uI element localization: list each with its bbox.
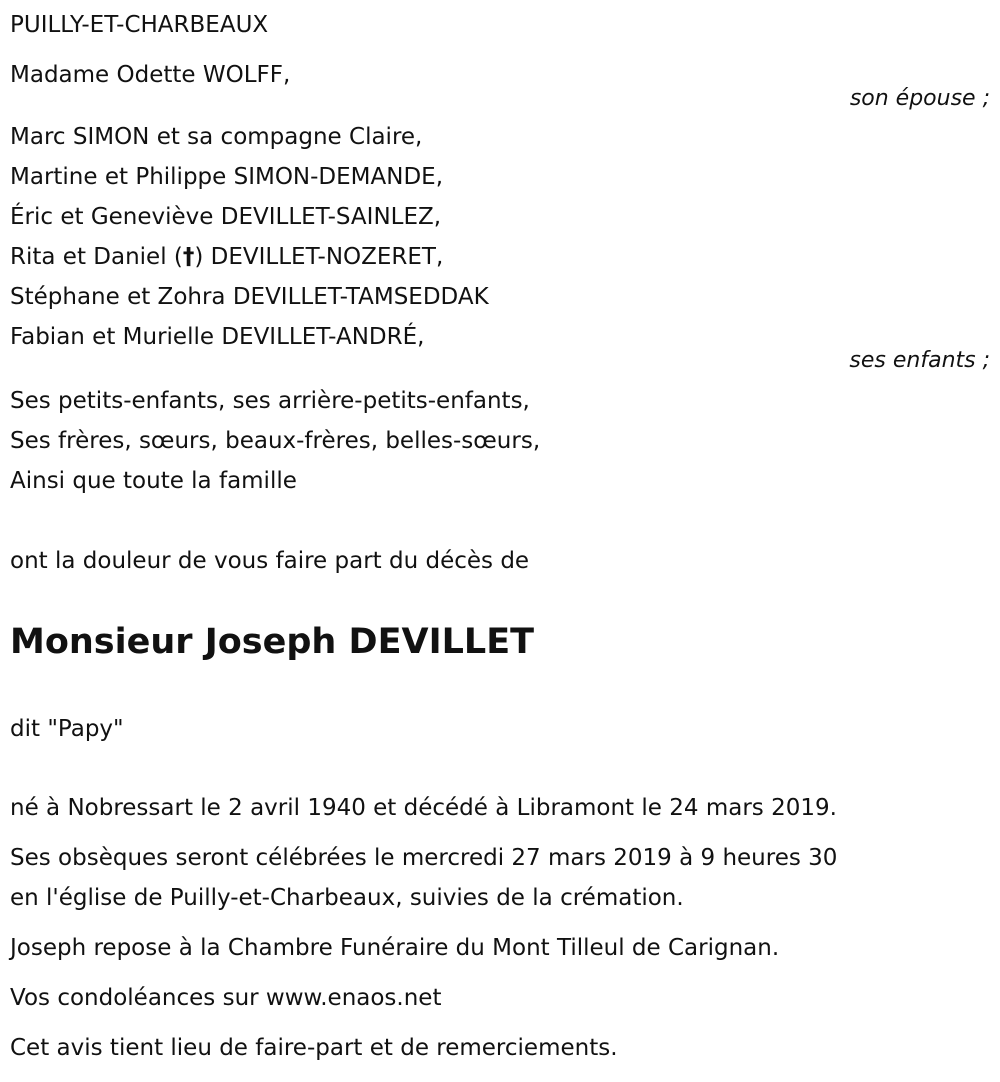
location-heading: PUILLY-ET-CHARBEAUX — [10, 12, 269, 38]
child-line-5: Stéphane et Zohra DEVILLET-TAMSEDDAK — [10, 284, 489, 310]
child-line-4 — [10, 242, 443, 272]
funeral-line-1: Ses obsèques seront célébrées le mercredi 27 mars 2019 à 9 heures 30 — [10, 845, 838, 871]
child-line-1: Marc SIMON et sa compagne Claire, — [10, 124, 423, 150]
closing-line: Cet avis tient lieu de faire-part et de remerciements. — [10, 1035, 618, 1061]
deceased-name: Monsieur Joseph DEVILLET — [10, 622, 534, 662]
family-line-3: Ainsi que toute la famille — [10, 468, 297, 494]
child-line-4-before: Rita et Daniel ( — [10, 244, 183, 270]
condolences-line: Vos condoléances sur www.enaos.net — [10, 985, 442, 1011]
spouse-relation: son épouse ; — [849, 86, 990, 111]
child-line-6: Fabian et Murielle DEVILLET-ANDRÉ, — [10, 324, 425, 350]
birth-death-line: né à Nobressart le 2 avril 1940 et décédé à Libramont le 24 mars 2019. — [10, 795, 837, 821]
children-relation: ses enfants ; — [849, 348, 990, 373]
nickname: dit "Papy" — [10, 716, 124, 742]
child-line-2: Martine et Philippe SIMON-DEMANDE, — [10, 164, 444, 190]
family-line-1: Ses petits-enfants, ses arrière-petits-enfants, — [10, 388, 530, 414]
spouse-name: Madame Odette WOLFF, — [10, 62, 291, 88]
child-line-4-after: ) DEVILLET-NOZERET, — [194, 244, 444, 270]
cross-symbol: † — [182, 244, 195, 270]
child-line-3: Éric et Geneviève DEVILLET-SAINLEZ, — [10, 204, 442, 230]
announcement-text: ont la douleur de vous faire part du décès de — [10, 548, 530, 574]
family-line-2: Ses frères, sœurs, beaux-frères, belles-sœurs, — [10, 428, 541, 454]
repose-line: Joseph repose à la Chambre Funéraire du Mont Tilleul de Carignan. — [10, 935, 780, 961]
funeral-line-2: en l'église de Puilly-et-Charbeaux, suivies de la crémation. — [10, 885, 684, 911]
